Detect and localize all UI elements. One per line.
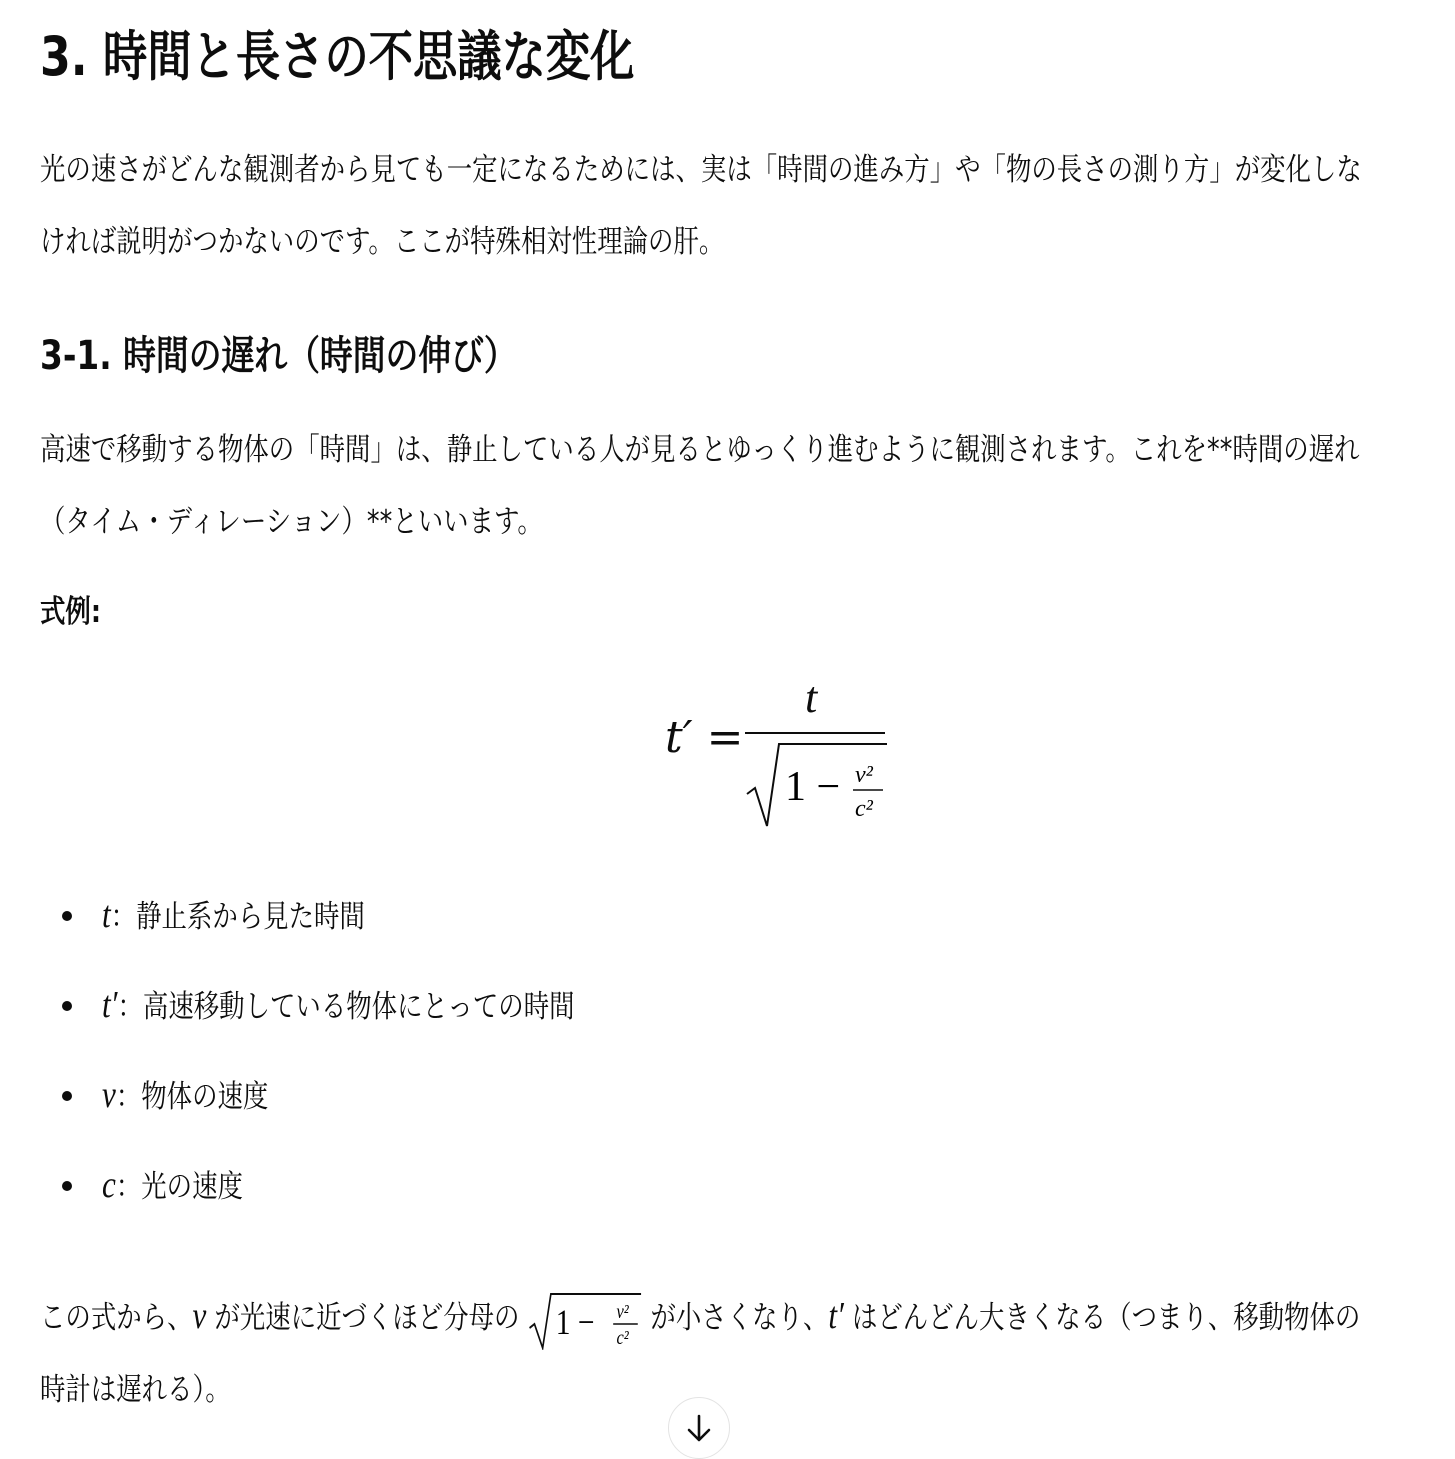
svg-text:1 −: 1 − — [555, 1302, 595, 1343]
example-label: 式例: — [40, 594, 102, 630]
time-dilation-paragraph: 高速で移動する物体の「時間」は、静止している人が見るとゆっくり進むように観測されます。これを**時間の遅れ （タイム・ディレーション）**といいます。 — [40, 432, 1360, 540]
list-item: c：光の速度 — [40, 1140, 678, 1230]
time-dilation-formula: t′ = t 1 − v² c² — [625, 672, 915, 842]
variable-list — [40, 870, 678, 1230]
svg-text:c²: c² — [855, 796, 873, 822]
intro-paragraph: 光の速さがどんな観測者から見ても一定になるためには、実は「時間の進み方」や「物の長さの測り方」が変化しな ければ説明がつかないのです。ここが特殊相対性理論の肝。 — [40, 152, 1362, 260]
arrow-down-icon — [684, 1413, 714, 1443]
list-item: t：静止系から見た時間 — [40, 870, 678, 960]
sqrt-sign-icon — [745, 736, 890, 836]
svg-text:v²: v² — [855, 762, 873, 788]
list-item: t′：高速移動している物体にとっての時間 — [40, 960, 678, 1050]
list-item: v：物体の速度 — [40, 1050, 678, 1140]
scroll-to-bottom-button[interactable] — [668, 1397, 730, 1459]
svg-text:1 −: 1 − — [785, 764, 841, 810]
section-heading: 3. 時間と長さの不思議な変化 — [40, 25, 635, 88]
inline-sqrt-formula — [528, 1290, 643, 1350]
subsection-heading: 3-1. 時間の遅れ（時間の伸び） — [40, 333, 517, 379]
conclusion-paragraph: この式から、v が光速に近づくほど分母の 1 − v² c² が小さくなり、t′ はどんどん大きくなる（つまり、移動物体の 時計は遅れる）。 — [40, 1280, 1455, 1426]
svg-text:v²: v² — [616, 1300, 629, 1322]
svg-text:c²: c² — [616, 1326, 629, 1348]
